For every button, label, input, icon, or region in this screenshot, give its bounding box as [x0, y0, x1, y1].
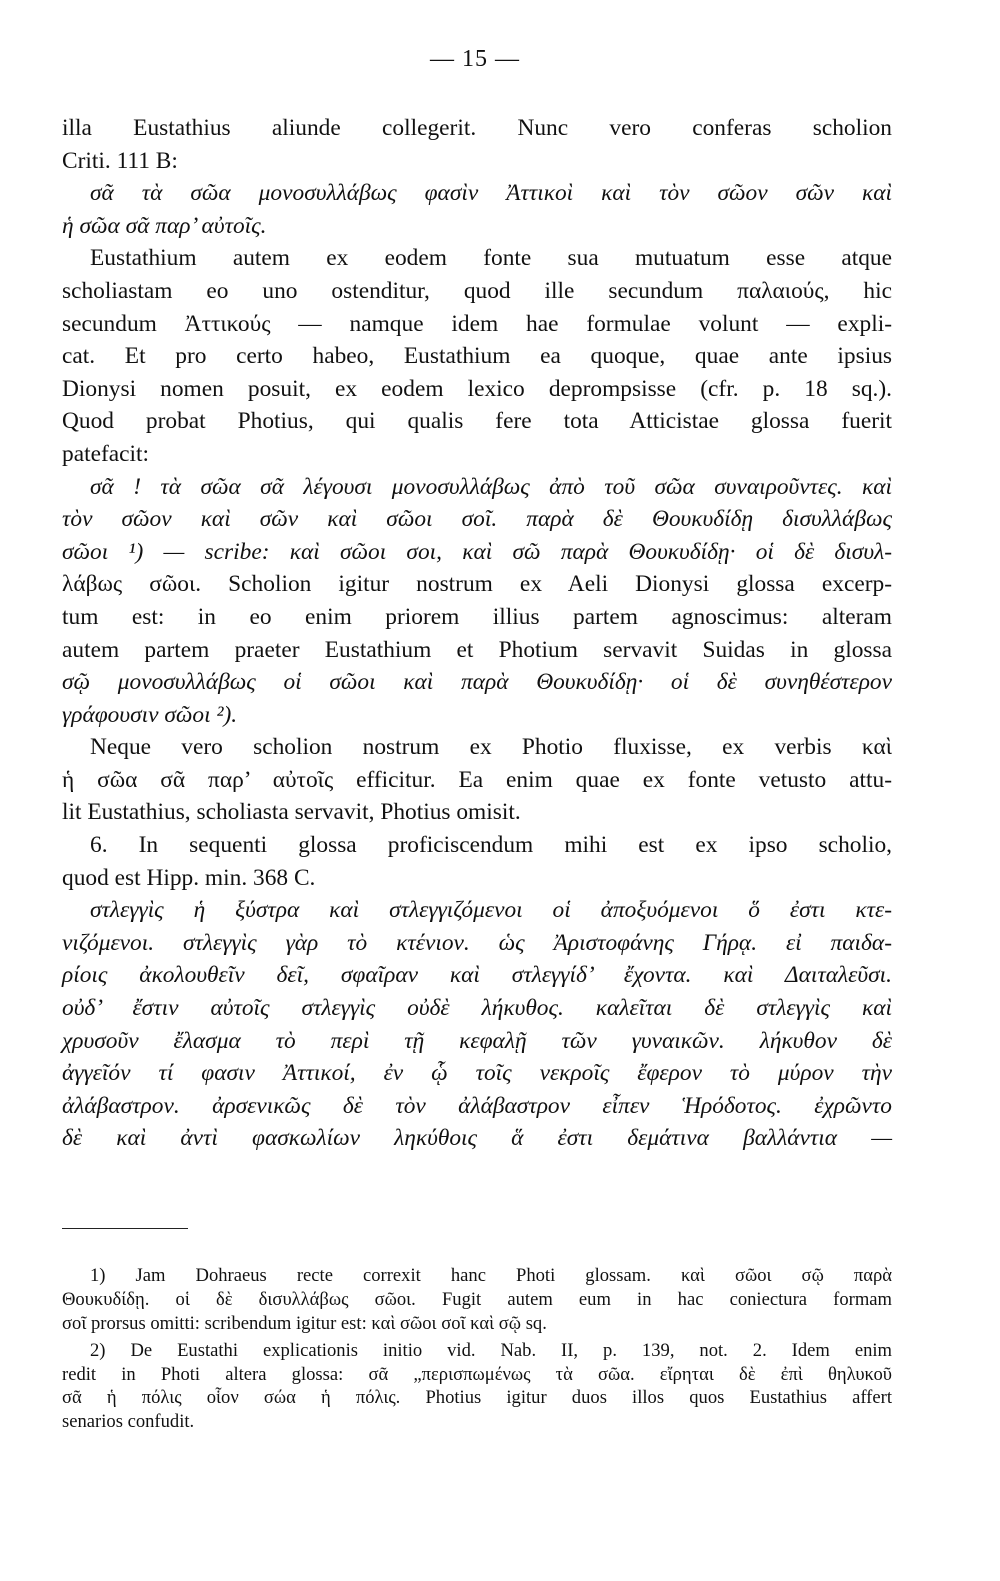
text-line: σῷ μονοσυλλάβως οἱ σῶοι καὶ παρὰ Θουκυδίδῃ· οἱ δὲ συνηθέστερον	[62, 669, 892, 696]
text-line: Dionysi nomen posuit, ex eodem lexico deprompsisse (cfr. p. 18 sq.).	[62, 375, 892, 402]
text-line: ἡ σῶα σᾶ παρ’ αὐτοῖς efficitur. Ea enim quae ex fonte vetusto attu-	[62, 766, 892, 793]
footnote-line: Θουκυδίδῃ. οἱ δὲ δισυλλάβως σῶοι. Fugit autem eum in hac coniectura formam	[62, 1288, 892, 1310]
text-line: cat. Et pro certo habeo, Eustathium ea quoque, quae ante ipsius	[62, 343, 892, 370]
text-line: Neque vero scholion nostrum ex Photio fluxisse, ex verbis καὶ	[90, 734, 892, 761]
text-line: σᾶ τὰ σῶα μονοσυλλάβως φασὶν Ἀττικοὶ καὶ τὸν σῶον σῶν καὶ	[90, 180, 892, 207]
text-line: δὲ καὶ ἀντὶ φασκωλίων ληκύθοις ἅ ἐστι δεμάτινα βαλλάντια —	[62, 1125, 892, 1152]
text-line: 6. In sequenti glossa proficiscendum mihi est ex ipso scholio,	[90, 832, 892, 859]
text-line: ἀγγεῖόν τί φασιν Ἀττικοί, ἐν ᾧ τοῖς νεκροῖς ἔφερον τὸ μύρον τὴν	[62, 1060, 892, 1087]
footnote-divider	[62, 1228, 188, 1229]
text-line: quod est Hipp. min. 368 C.	[62, 864, 316, 891]
footnote-line: 1) Jam Dohraeus recte correxit hanc Photi glossam. καὶ σῶοι σῷ παρὰ	[90, 1265, 892, 1286]
text-line: γράφουσιν σῶοι ²).	[62, 701, 238, 728]
text-line: ἡ σῶα σᾶ παρ’ αὐτοῖς.	[62, 212, 267, 239]
footnotes	[62, 1264, 892, 1434]
text-line: τὸν σῶον καὶ σῶν καὶ σῶοι σοῖ. παρὰ δὲ Θουκυδίδῃ δισυλλάβως	[62, 506, 892, 533]
footnote-line: redit in Photi altera glossa: σᾶ „περισπωμένως τὰ σῶα. εἴρηται δὲ ἐπὶ θηλυκοῦ	[62, 1363, 892, 1385]
text-line: σῶοι ¹) — scribe: καὶ σῶοι σοι, καὶ σῶ παρὰ Θουκυδίδῃ· οἱ δὲ δισυλ-	[62, 538, 892, 565]
text-line: tum est: in eo enim priorem illius partem agnoscimus: alteram	[62, 603, 892, 630]
footnote-line: σᾶ ἡ πόλις οἷον σώα ἡ πόλις. Photius igitur duos illos quos Eustathius affert	[62, 1387, 892, 1409]
text-line: στλεγγὶς ἡ ξύστρα καὶ στλεγγιζόμενοι οἱ ἀποξυόμενοι ὅ ἐστι κτε-	[90, 897, 892, 924]
body-text	[62, 112, 892, 1155]
text-line: σᾶ ! τὰ σῶα σᾶ λέγουσι μονοσυλλάβως ἀπὸ τοῦ σῶα συναιροῦντες. καὶ	[90, 473, 892, 500]
text-line: Eustathium autem ex eodem fonte sua mutuatum esse atque	[90, 245, 892, 272]
text-line: illa Eustathius aliunde collegerit. Nunc vero conferas scholion	[62, 115, 892, 141]
footnote-line: senarios confudit.	[62, 1411, 195, 1433]
text-line: χρυσοῦν ἔλασμα τὸ περὶ τῇ κεφαλῇ τῶν γυναικῶν. λήκυθον δὲ	[62, 1027, 892, 1054]
page-number: — 15 —	[430, 46, 520, 72]
text-line: Quod probat Photius, qui qualis fere tota Atticistae glossa fuerit	[62, 408, 892, 435]
text-line: νιζόμενοι. στλεγγὶς γὰρ τὸ κτένιον. ὡς Ἀριστοφάνης Γήρᾳ. εἰ παιδα-	[62, 929, 892, 956]
footnote-line: σοῖ prorsus omitti: scribendum igitur est: καὶ σῶοι σοῖ καὶ σῷ sq.	[62, 1312, 547, 1334]
text-line: patefacit:	[62, 440, 150, 467]
text-line: autem partem praeter Eustathium et Photium servavit Suidas in glossa	[62, 636, 892, 663]
text-line: lit Eustathius, scholiasta servavit, Photius omisit.	[62, 799, 521, 826]
text-line: scholiastam eo uno ostenditur, quod ille secundum παλαιούς, hic	[62, 277, 892, 304]
text-line: λάβως σῶοι. Scholion igitur nostrum ex Aeli Dionysi glossa excerp-	[62, 571, 892, 598]
text-line: ἀλάβαστρον. ἀρσενικῶς δὲ τὸν ἀλάβαστρον εἶπεν Ἡρόδοτος. ἐχρῶντο	[62, 1092, 892, 1119]
footnote-line: 2) De Eustathi explicationis initio vid. Nab. II, p. 139, not. 2. Idem enim	[90, 1339, 892, 1361]
text-line: Criti. 111 B:	[62, 147, 178, 174]
text-line: ρίοις ἀκολουθεῖν δεῖ, σφαῖραν καὶ στλεγγίδ’ ἔχοντα. καὶ Δαιταλεῦσι.	[62, 962, 892, 989]
text-line: οὐδ’ ἔστιν αὐτοῖς στλεγγὶς οὐδὲ λήκυθος. καλεῖται δὲ στλεγγὶς καὶ	[62, 995, 892, 1022]
text-line: secundum Ἀττικούς — namque idem hae formulae volunt — expli-	[62, 310, 892, 337]
